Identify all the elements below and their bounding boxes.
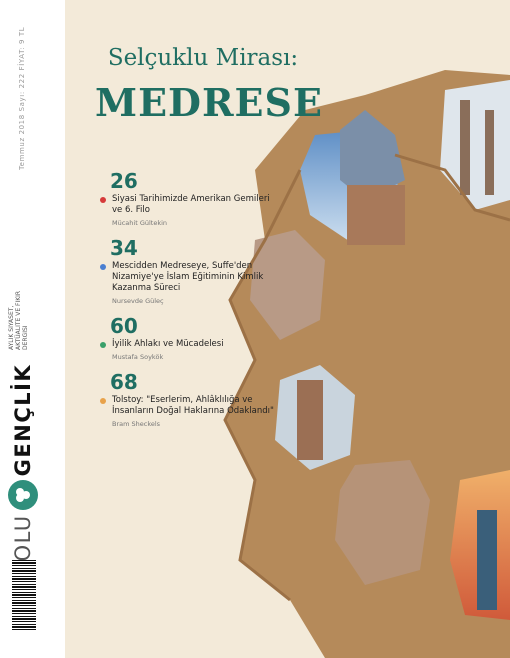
toc-author: Bram Sheckels: [112, 420, 161, 428]
toc-title: Mescidden Medreseye, Suffe'den Nizamiye'ye İslam Eğitiminin Kimlik Kazanma Süreci: [112, 261, 264, 293]
table-of-contents: [90, 170, 280, 438]
toc-item[interactable]: [90, 237, 280, 305]
toc-page-number: 34: [110, 236, 138, 260]
toc-page-number: 68: [110, 370, 138, 394]
toc-author: Mustafa Soykök: [112, 353, 164, 361]
toc-title: Tolstoy: "Eserlerim, Ahlâklılığa ve İnsanların Doğal Haklarına Odaklandı": [112, 395, 274, 416]
toc-title: İyilik Ahlakı ve Mücadelesi: [112, 339, 224, 349]
cover-subtitle: Selçuklu Mirası:: [107, 45, 299, 71]
bullet-icon: [100, 342, 106, 348]
barcode: [12, 560, 36, 630]
bullet-icon: [100, 398, 106, 404]
magazine-spine: [0, 0, 65, 658]
toc-item[interactable]: [90, 315, 280, 361]
toc-title: Siyasi Tarihimizde Amerikan Gemileri ve 6. Filo: [112, 194, 270, 215]
magazine-cover: [65, 0, 510, 658]
toc-author: Nursevde Güleç: [112, 297, 164, 305]
bullet-icon: [100, 264, 106, 270]
magazine-tagline: AYLIK SIYASET, AKTÜALITE VE FIKIR DERGISI: [8, 290, 29, 350]
logo-text-right: GENÇLİK: [11, 363, 35, 477]
toc-author: Mücahit Gültekin: [112, 219, 168, 227]
issue-info: Temmuz 2018 Sayı: 222 FİYAT: 9 TL: [18, 26, 26, 170]
toc-item[interactable]: [90, 371, 280, 428]
toc-page-number: 26: [110, 169, 138, 193]
bullet-icon: [100, 197, 106, 203]
cover-title: MEDRESE: [95, 80, 323, 125]
logo-emblem-icon: [8, 480, 38, 510]
toc-item[interactable]: [90, 170, 280, 227]
toc-page-number: 60: [110, 314, 138, 338]
